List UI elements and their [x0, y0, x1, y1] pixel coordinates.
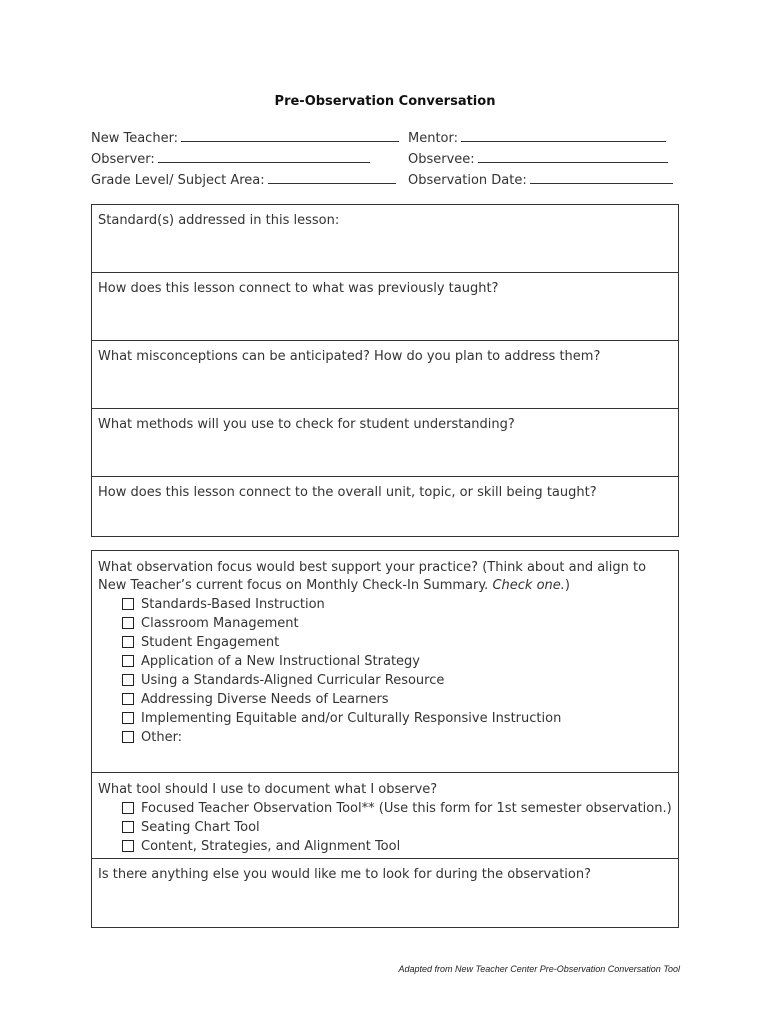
overall-unit-question: How does this lesson connect to the overall unit, topic, or skill being taught?	[98, 485, 597, 500]
checkbox[interactable]	[122, 674, 134, 686]
checkbox[interactable]	[122, 655, 134, 667]
focus-option-label: Application of a New Instructional Strategy	[141, 654, 421, 669]
focus-option[interactable]	[92, 633, 678, 652]
observer-field[interactable]	[91, 150, 370, 167]
focus-option[interactable]	[92, 728, 678, 747]
focus-prompt-text: What observation focus would best support your practice? (Think about and align to New Teacher’s current focus on Monthly Check-In Summary.	[98, 560, 647, 593]
page-title: Pre-Observation Conversation	[274, 94, 496, 109]
tool-prompt: What tool should I use to document what I observe?	[98, 782, 438, 797]
mentor-label: Mentor:	[408, 131, 459, 146]
focus-option-label: Other:	[141, 730, 183, 745]
standards-question: Standard(s) addressed in this lesson:	[98, 213, 340, 228]
new-teacher-field[interactable]	[91, 129, 399, 146]
anything-else-question: Is there anything else you would like me to look for during the observation?	[98, 867, 591, 882]
focus-option-label: Using a Standards-Aligned Curricular Resource	[141, 673, 445, 688]
observation-date-label: Observation Date:	[408, 173, 527, 188]
checkbox[interactable]	[122, 821, 134, 833]
focus-prompt	[92, 551, 678, 595]
focus-option[interactable]	[92, 690, 678, 709]
new-teacher-label: New Teacher:	[91, 131, 179, 146]
overall-unit-row[interactable]	[92, 477, 678, 535]
grade-subject-label: Grade Level/ Subject Area:	[91, 173, 265, 188]
focus-option[interactable]	[92, 709, 678, 728]
observee-label: Observee:	[408, 152, 475, 167]
grade-subject-field[interactable]	[91, 171, 396, 188]
checkbox[interactable]	[122, 802, 134, 814]
mentor-field[interactable]	[408, 129, 666, 146]
checkbox[interactable]	[122, 712, 134, 724]
misconceptions-row[interactable]	[92, 341, 678, 409]
focus-row	[92, 551, 678, 773]
new-teacher-line[interactable]	[181, 129, 399, 142]
tool-option-label: Content, Strategies, and Alignment Tool	[141, 839, 401, 854]
tool-row	[92, 773, 678, 859]
checkbox[interactable]	[122, 731, 134, 743]
lesson-questions-table	[91, 204, 679, 537]
footer-credit: Adapted from New Teacher Center Pre-Observation Conversation Tool	[398, 964, 680, 974]
methods-question: What methods will you use to check for student understanding?	[98, 417, 515, 432]
tool-option[interactable]	[92, 837, 678, 856]
focus-option-label: Addressing Diverse Needs of Learners	[141, 692, 389, 707]
misconceptions-question: What misconceptions can be anticipated? How do you plan to address them?	[98, 349, 601, 364]
focus-option[interactable]	[92, 614, 678, 633]
observer-line[interactable]	[158, 150, 370, 163]
observation-date-field[interactable]	[408, 171, 673, 188]
observation-date-line[interactable]	[530, 171, 673, 184]
observee-field[interactable]	[408, 150, 668, 167]
observee-line[interactable]	[478, 150, 668, 163]
checkbox[interactable]	[122, 840, 134, 852]
checkbox[interactable]	[122, 598, 134, 610]
previously-taught-question: How does this lesson connect to what was previously taught?	[98, 281, 499, 296]
focus-option[interactable]	[92, 595, 678, 614]
focus-option-label: Implementing Equitable and/or Culturally Responsive Instruction	[141, 711, 562, 726]
grade-subject-line[interactable]	[268, 171, 396, 184]
checkbox[interactable]	[122, 693, 134, 705]
focus-option-label: Standards-Based Instruction	[141, 597, 325, 612]
methods-row[interactable]	[92, 409, 678, 477]
focus-prompt-italic: Check one.	[492, 578, 565, 593]
standards-row[interactable]	[92, 205, 678, 273]
tool-option-label: Seating Chart Tool	[141, 820, 260, 835]
mentor-line[interactable]	[461, 129, 666, 142]
focus-option-label: Student Engagement	[141, 635, 280, 650]
previously-taught-row[interactable]	[92, 273, 678, 341]
tool-option[interactable]	[92, 799, 678, 818]
tool-option[interactable]	[92, 818, 678, 837]
focus-option[interactable]	[92, 671, 678, 690]
focus-prompt-close: )	[564, 578, 570, 593]
checkbox[interactable]	[122, 636, 134, 648]
focus-option-label: Classroom Management	[141, 616, 299, 631]
checkbox[interactable]	[122, 617, 134, 629]
observer-label: Observer:	[91, 152, 155, 167]
observation-focus-table	[91, 550, 679, 928]
anything-else-row[interactable]	[92, 859, 678, 925]
focus-option[interactable]	[92, 652, 678, 671]
tool-option-label: Focused Teacher Observation Tool** (Use this form for 1st semester observation.)	[141, 801, 672, 816]
